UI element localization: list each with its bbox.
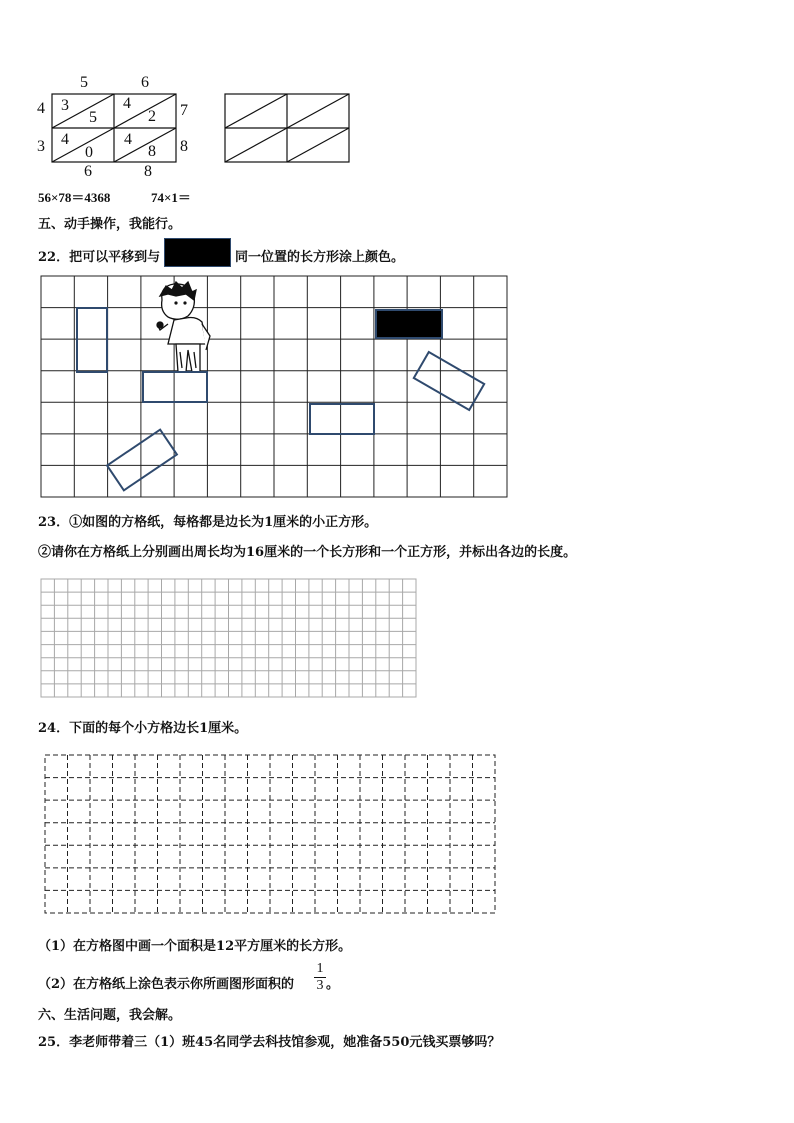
shape-rectangle-vertical[interactable] [76,307,108,373]
lattice-bottom-digit: 6 [84,163,92,180]
q22-text-after: 同一位置的长方形涂上颜色。 [235,250,405,265]
q23-line2: ②请你在方格纸上分别画出周长均为16厘米的一个长方形和一个正方形，并标出各边的长度。 [38,545,577,560]
lattice-cell-digit: 5 [89,109,97,126]
lattice-right-digit: 8 [180,138,188,155]
q24-fraction [314,961,326,994]
lattice-top-digit: 6 [141,74,149,91]
q24-sub2-after: 。 [326,977,340,992]
q23-line1: 23．①如图的方格纸，每格都是边长为1厘米的小正方形。 [38,515,378,530]
lattice-left-digit: 4 [37,100,45,117]
q22-reference-black-rectangle [164,238,231,267]
task-equation: 74×1＝ [151,190,191,205]
lattice-cell-digit: 4 [124,131,132,148]
example-equation: 56×78＝4368 [38,190,111,205]
fraction-denominator: 3 [316,978,324,993]
q22-text-before: 22．把可以平移到与 [38,250,161,265]
lattice-cell-digit: 3 [61,97,69,114]
lattice-cell-digit: 0 [85,144,93,161]
shape-rectangle-horizontal[interactable] [309,403,375,435]
q25-text: 25．李老师带着三（1）班45名同学去科技馆参观，她准备550元钱买票够吗？ [38,1035,501,1050]
shape-rectangle-tilted[interactable] [106,428,179,491]
lattice-cell-digit: 4 [61,131,69,148]
fraction-numerator: 1 [316,961,324,976]
q24-sub1: （1）在方格图中画一个面积是12平方厘米的长方形。 [38,939,352,954]
shape-rectangle-tilted[interactable] [412,351,485,412]
lattice-cell-digit: 4 [123,95,131,112]
lattice-left-digit: 3 [37,138,45,155]
q24-sub2-before: （2）在方格纸上涂色表示你所画图形面积的 [38,977,295,992]
lattice-right-digit: 7 [180,102,188,119]
lattice-cell-digit: 8 [148,143,156,160]
shape-rectangle-horizontal[interactable] [142,371,208,403]
lattice-bottom-digit: 8 [144,163,152,180]
lattice-top-digit: 5 [80,74,88,91]
lattice-cell-digit: 2 [148,108,156,125]
q24-title: 24．下面的每个小方格边长1厘米。 [38,721,248,736]
section5-title: 五、动手操作，我能行。 [38,217,182,232]
black-filled-rectangle [375,309,443,339]
section6-title: 六、生活问题，我会解。 [38,1008,182,1023]
